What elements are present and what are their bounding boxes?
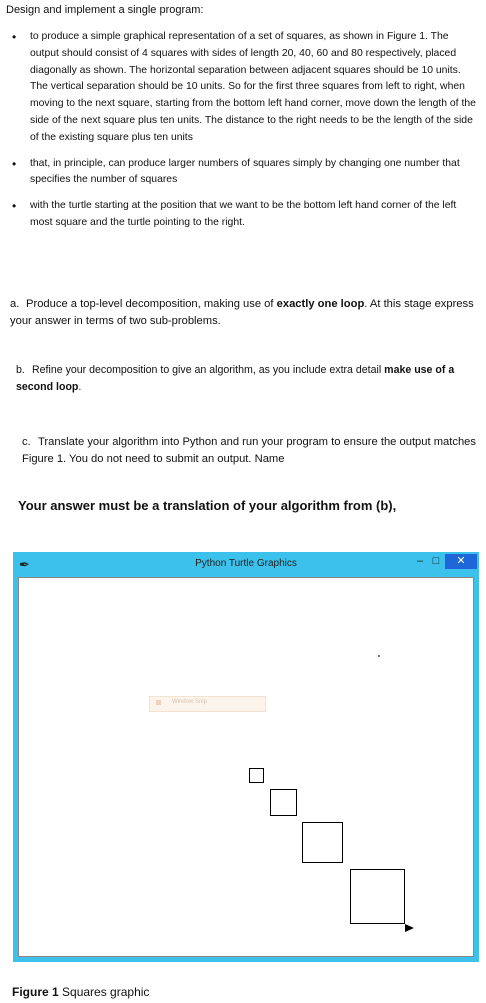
requirements-list	[12, 29, 480, 241]
question-text-end: .	[78, 381, 82, 393]
question-a	[10, 296, 480, 330]
question-label: c.	[22, 436, 31, 448]
stray-dot	[378, 655, 380, 657]
question-text-end: . At this stage express your answer in terms of two sub-problems.	[10, 298, 474, 327]
snip-icon	[156, 700, 161, 705]
figure-caption	[12, 985, 149, 999]
question-text: Translate your algorithm into Python and run your program to ensure the output matches Figure 1. You do not need to submit an output. Name	[22, 436, 476, 465]
feather-icon: ✒	[19, 557, 30, 572]
question-b	[16, 362, 476, 396]
square-60	[302, 822, 343, 863]
figure-caption-text: Squares graphic	[62, 985, 150, 999]
answer-note: Your answer must be a translation of your algorithm from (b),	[18, 498, 397, 513]
list-item: • to produce a simple graphical representation of a set of squares, as shown in Figure 1. The output should consist of 4 squares with sides of length 20, 40, 60 and 80 respectively, placed diagonally as shown. The horizontal separation between adjacent squares should be 10 units. The vertical separation should be 10 units. So for the first three squares from left to right, when moving to the next square, starting from the bottom left hand corner, move down the length of the side of the next square plus ten units. The distance to the right needs to be the length of the side of the existing square plus ten units	[12, 29, 480, 147]
question-text: Produce a top-level decomposition, making use of	[26, 298, 277, 310]
question-label: a.	[10, 298, 20, 310]
question-emphasis: exactly one loop	[276, 298, 365, 310]
turtle-window	[13, 552, 479, 962]
window-titlebar[interactable]	[13, 552, 479, 577]
maximize-button[interactable]: □	[432, 555, 440, 567]
window-title: Python Turtle Graphics	[195, 558, 297, 569]
minimize-button[interactable]: –	[416, 555, 424, 567]
square-20	[249, 768, 264, 783]
square-80	[350, 869, 405, 924]
list-item: • that, in principle, can produce larger numbers of squares simply by changing one number that specifies the number of squares	[12, 156, 480, 190]
question-emphasis: make use of a second loop	[16, 364, 455, 393]
list-item: • with the turtle starting at the position that we want to be the bottom left hand corner of the left most square and the turtle pointing to the right.	[12, 198, 480, 232]
question-label: b.	[16, 364, 25, 376]
question-text: Refine your decomposition to give an algorithm, as you include extra detail	[32, 364, 385, 376]
figure-label: Figure 1	[12, 985, 59, 999]
intro-text: Design and implement a single program:	[6, 4, 204, 16]
snip-label: Window Snip	[172, 699, 208, 705]
turtle-canvas	[18, 577, 474, 957]
window-snip-overlay	[149, 696, 266, 712]
close-button[interactable]: ✕	[445, 554, 477, 569]
turtle-arrow-icon	[405, 924, 414, 932]
question-c	[22, 434, 482, 468]
square-40	[270, 789, 297, 816]
